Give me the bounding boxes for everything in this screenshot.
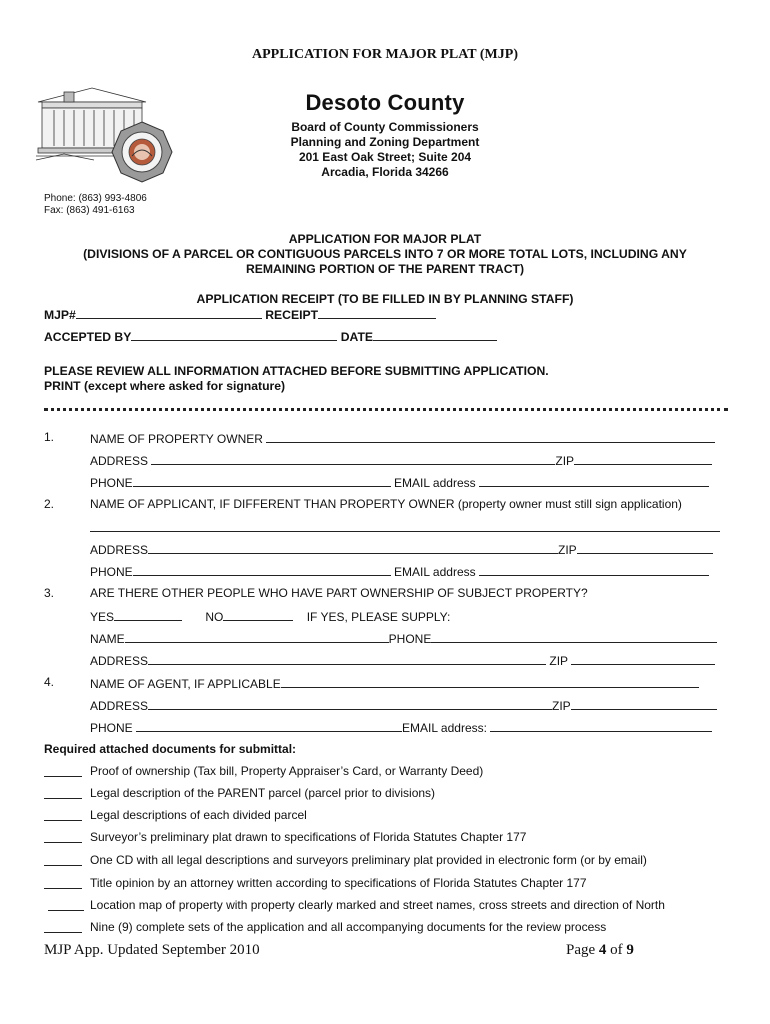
name-label: NAME <box>90 632 125 646</box>
checklist-label: Legal description of the PARENT parcel (parcel prior to divisions) <box>90 786 436 800</box>
accepted-by-label: ACCEPTED BY <box>44 330 132 344</box>
applicant-address-row <box>90 541 713 557</box>
receipt-field[interactable] <box>318 306 436 319</box>
item-number: 2. <box>44 497 55 511</box>
owner-address-field[interactable] <box>151 452 555 465</box>
yes-label: YES <box>90 610 115 624</box>
yes-no-row <box>90 608 450 624</box>
date-field[interactable] <box>373 328 497 341</box>
mjp-receipt-row <box>44 306 436 322</box>
page-number <box>566 942 634 959</box>
checklist-label: Nine (9) complete sets of the application and all accompanying documents for the review process <box>90 920 607 934</box>
checklist-item <box>0 876 770 888</box>
checklist-label: Surveyor’s preliminary plat drawn to specifications of Florida Statutes Chapter 177 <box>90 830 527 844</box>
email-label: EMAIL address <box>394 565 476 579</box>
zip-label: ZIP <box>552 699 571 713</box>
agent-name-row <box>90 675 699 691</box>
zip-label: ZIP <box>558 543 577 557</box>
checklist-blank[interactable] <box>44 808 82 821</box>
mjp-label: MJP# <box>44 308 76 322</box>
owner-email-field[interactable] <box>479 474 709 487</box>
checklist-label: Title opinion by an attorney written according to specifications of Florida Statutes Chapter 177 <box>90 876 587 890</box>
email-label: EMAIL address <box>394 476 476 490</box>
application-subheading-2: REMAINING PORTION OF THE PARENT TRACT) <box>245 262 525 276</box>
phone-label: PHONE <box>90 476 133 490</box>
co-owner-address-field[interactable] <box>148 652 546 665</box>
checklist-blank[interactable] <box>48 898 84 911</box>
applicant-phone-field[interactable] <box>133 563 391 576</box>
receipt-heading: APPLICATION RECEIPT (TO BE FILLED IN BY PLANNING STAFF) <box>196 292 574 306</box>
checklist-blank[interactable] <box>44 876 82 889</box>
page-current: 4 <box>598 942 607 958</box>
checklist-label: One CD with all legal descriptions and surveyors preliminary plat provided in electronic form (or by email) <box>90 853 647 867</box>
city-state-zip: Arcadia, Florida 34266 <box>321 165 449 179</box>
application-heading: APPLICATION FOR MAJOR PLAT <box>288 232 482 246</box>
owner-name-label: NAME OF PROPERTY OWNER <box>90 432 263 446</box>
owner-zip-field[interactable] <box>574 452 712 465</box>
checklist-blank[interactable] <box>44 764 82 777</box>
owner-name-row <box>90 430 715 446</box>
item-number: 1. <box>44 430 55 444</box>
page-of: of <box>606 942 627 958</box>
board-name: Board of County Commissioners <box>291 120 479 134</box>
checklist-item <box>0 830 770 842</box>
co-owner-address-row <box>90 652 715 668</box>
phone-number: Phone: (863) 993-4806 <box>44 193 147 204</box>
agent-zip-field[interactable] <box>571 697 717 710</box>
fax-number: Fax: (863) 491-6163 <box>44 205 135 216</box>
applicant-email-field[interactable] <box>479 563 709 576</box>
checklist-blank[interactable] <box>44 920 82 933</box>
applicant-phone-row <box>90 563 709 579</box>
other-owners-question: ARE THERE OTHER PEOPLE WHO HAVE PART OWNERSHIP OF SUBJECT PROPERTY? <box>90 586 588 600</box>
zip-label: ZIP <box>555 454 575 468</box>
date-label: DATE <box>340 330 374 344</box>
applicant-name-field[interactable] <box>90 519 720 532</box>
section-divider <box>44 408 728 411</box>
agent-address-field[interactable] <box>148 697 552 710</box>
owner-phone-row <box>90 474 709 490</box>
checklist-label: Legal descriptions of each divided parcel <box>90 808 307 822</box>
email-label: EMAIL address: <box>402 721 487 735</box>
no-label: NO <box>205 610 224 624</box>
phone-label: PHONE <box>388 632 432 646</box>
agent-email-field[interactable] <box>490 719 712 732</box>
county-name: Desoto County <box>305 90 465 115</box>
accepted-by-field[interactable] <box>131 328 337 341</box>
applicant-zip-field[interactable] <box>577 541 713 554</box>
agent-phone-field[interactable] <box>136 719 402 732</box>
application-subheading-1: (DIVISIONS OF A PARCEL OR CONTIGUOUS PARCELS INTO 7 OR MORE TOTAL LOTS, INCLUDING ANY <box>83 247 687 261</box>
address-label: ADDRESS <box>90 699 149 713</box>
print-instruction: PRINT (except where asked for signature) <box>44 379 286 393</box>
yes-field[interactable] <box>114 608 182 621</box>
department-name: Planning and Zoning Department <box>290 135 480 149</box>
accepted-date-row <box>44 328 497 344</box>
checklist-item <box>0 853 770 865</box>
receipt-label: RECEIPT <box>265 308 319 322</box>
phone-label: PHONE <box>90 565 133 579</box>
item-number: 4. <box>44 675 55 689</box>
street-address: 201 East Oak Street; Suite 204 <box>298 150 472 164</box>
document-title: APPLICATION FOR MAJOR PLAT (MJP) <box>252 47 518 62</box>
item-number: 3. <box>44 586 55 600</box>
owner-address-row <box>90 452 712 468</box>
checklist-label: Proof of ownership (Tax bill, Property Appraiser’s Card, or Warranty Deed) <box>90 764 484 778</box>
checklist-blank[interactable] <box>44 853 82 866</box>
checklist-label: Location map of property with property clearly marked and street names, cross streets and direction of North <box>90 898 665 912</box>
agent-label: NAME OF AGENT, IF APPLICABLE <box>90 677 281 691</box>
page-prefix: Page <box>566 942 599 958</box>
owner-name-field[interactable] <box>266 430 715 443</box>
checklist-item <box>0 920 770 932</box>
checklist-item <box>0 786 770 798</box>
mjp-number-field[interactable] <box>76 306 262 319</box>
page-total: 9 <box>626 942 634 958</box>
co-owner-name-field[interactable] <box>125 630 389 643</box>
agent-name-field[interactable] <box>281 675 699 688</box>
zip-label: ZIP <box>549 654 568 668</box>
address-label: ADDRESS <box>90 654 149 668</box>
review-instruction: PLEASE REVIEW ALL INFORMATION ATTACHED BEFORE SUBMITTING APPLICATION. <box>44 364 549 378</box>
address-label: ADDRESS <box>90 543 149 557</box>
required-docs-heading: Required attached documents for submittal: <box>44 742 297 756</box>
co-owner-zip-field[interactable] <box>571 652 715 665</box>
footer-version: MJP App. Updated September 2010 <box>44 942 260 958</box>
checklist-item <box>0 898 770 910</box>
no-field[interactable] <box>223 608 293 621</box>
applicant-address-field[interactable] <box>148 541 558 554</box>
checklist-blank[interactable] <box>44 830 82 843</box>
co-owner-phone-field[interactable] <box>431 630 717 643</box>
agent-address-row <box>90 697 717 713</box>
agent-phone-row <box>90 719 712 735</box>
address-label: ADDRESS <box>90 454 149 468</box>
if-yes-label: IF YES, PLEASE SUPPLY: <box>306 610 451 624</box>
checklist-item <box>0 808 770 820</box>
phone-label: PHONE <box>90 721 133 735</box>
checklist-blank[interactable] <box>44 786 82 799</box>
checklist-item <box>0 764 770 776</box>
applicant-label: NAME OF APPLICANT, IF DIFFERENT THAN PROPERTY OWNER (property owner must still sign application) <box>90 497 682 511</box>
owner-phone-field[interactable] <box>133 474 391 487</box>
co-owner-name-row <box>90 630 717 646</box>
